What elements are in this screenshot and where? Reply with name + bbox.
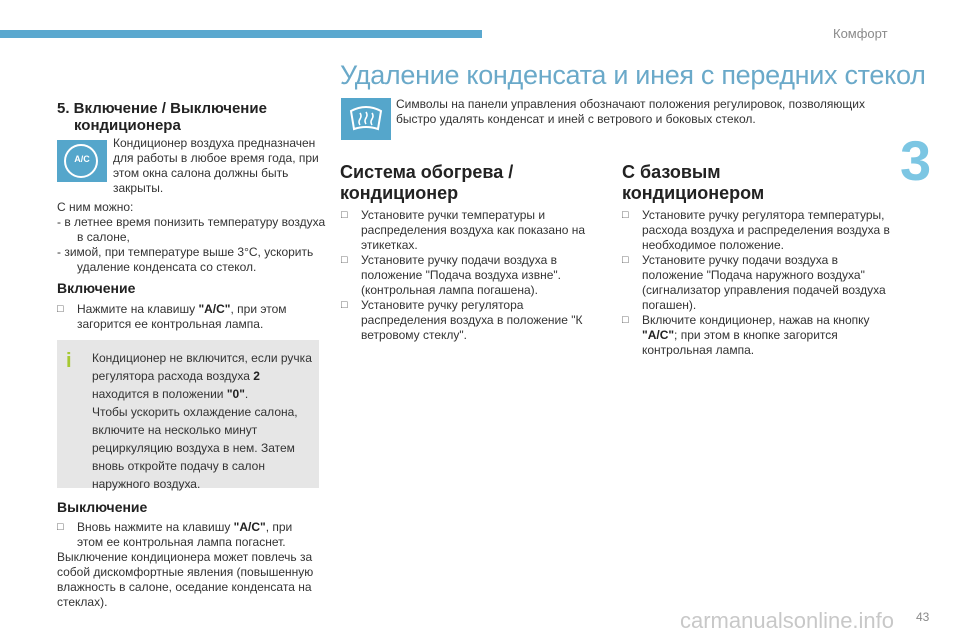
heating-system-heading [340, 162, 513, 204]
bullet-icon: □ [341, 254, 348, 266]
info-text-pre: Кондиционер не включится, если ручка регулятора расхода воздуха [92, 351, 312, 383]
ac-section-heading [57, 100, 267, 134]
ac-key-label: "A/C" [233, 520, 266, 534]
basic-ac-instructions [622, 208, 894, 358]
info-text-mid: находится в положении [92, 387, 227, 401]
list-item-text: Установите ручку подачи воздуха в положение "Подача наружного воздуха" (сигнализатор управления подачей воздуха погашен). [642, 253, 886, 312]
defrost-icon-graphic [341, 98, 391, 140]
watermark: carmanualsonline.info [680, 608, 895, 633]
page-title: Удаление конденсата и инея с передних стекол [340, 60, 926, 90]
on-heading: Включение [57, 280, 136, 296]
list-item-text: Установите ручку подачи воздуха в положение "Подача воздуха извне". (контрольная лампа погашена). [361, 253, 561, 297]
bullet-icon: □ [57, 521, 64, 533]
off-instruction [57, 520, 321, 550]
on-text-post: , при этом загорится ее контрольная лампа. [77, 302, 287, 331]
off-text-post: , при этом ее контрольная лампа погаснет. [77, 520, 293, 549]
info-text-end: . [244, 387, 249, 401]
list-item-text: Установите ручки температуры и распределения воздуха как показано на этикетках. [361, 208, 586, 252]
ac-key-label: "A/C" [198, 302, 231, 316]
heating-heading-line2: кондиционер [340, 183, 459, 203]
list-item [341, 253, 609, 298]
off-heading: Выключение [57, 499, 148, 515]
list-item-text: Установите ручку регулятора температуры, расхода воздуха и распределения воздуха в необходимое положение. [642, 208, 890, 252]
list-item [341, 208, 609, 253]
heating-instructions [341, 208, 609, 343]
symbols-description: Символы на панели управления обозначают положения регулировок, позволяющих быстро удалять конденсат и иней с ветрового и боковых стекол. [396, 97, 865, 126]
off-text-pre: Вновь нажмите на клавишу [77, 520, 234, 534]
header-bar [0, 30, 482, 38]
page-number: 43 [916, 610, 930, 624]
bullet-icon: □ [622, 314, 629, 326]
ac-heading-line1: 5. Включение / Выключение [57, 100, 267, 117]
info-text-cooling-tip: Чтобы ускорить охлаждение салона, включите на несколько минут рециркуляцию воздуха в нем. Затем вновь откройте подачу в салон наружного воздуха. [92, 405, 298, 491]
bullet-icon: □ [57, 303, 64, 315]
chapter-number: 3 [900, 129, 932, 192]
bullet-icon: □ [622, 209, 629, 221]
capability-item-winter: - зимой, при температуре выше 3°C, ускорить удаление конденсата со стекол. [57, 245, 314, 274]
list-item [622, 208, 894, 253]
basic-ac-heading-line2: кондиционером [622, 183, 765, 203]
list-item [341, 298, 609, 343]
basic-ac-heading-line1: С базовым [622, 162, 721, 182]
ac-key-label: "A/C" [642, 328, 675, 342]
ac-button-icon [57, 140, 107, 182]
info-note-box [57, 340, 319, 491]
list-item [622, 313, 894, 358]
windshield-defrost-icon [341, 98, 391, 140]
basic-ac-heading [622, 162, 764, 204]
ac-heading-line2: кондиционера [74, 117, 181, 134]
info-note-text [92, 349, 314, 493]
list-item-text-pre: Включите кондиционер, нажав на кнопку [642, 313, 870, 327]
info-zero-position: "0" [226, 387, 245, 401]
off-section [57, 520, 321, 610]
capability-item-summer: - в летнее время понизить температуру воздуха в салоне, [57, 215, 326, 244]
info-icon: i [66, 350, 72, 372]
info-knob-number: 2 [253, 369, 260, 383]
heating-heading-line1: Система обогрева / [340, 162, 514, 182]
on-instruction [57, 302, 339, 332]
list-item [622, 253, 894, 313]
section-title: Комфорт [833, 26, 888, 41]
bullet-icon: □ [622, 254, 629, 266]
on-text-pre: Нажмите на клавишу [77, 302, 199, 316]
capabilities-intro: С ним можно: [57, 200, 134, 214]
off-note: Выключение кондиционера может повлечь за собой дискомфортные явления (повышенную влажность в салоне, оседание конденсата на стеклах). [57, 550, 314, 609]
list-item-text: Установите ручку регулятора распределения воздуха в положение "К ветровому стеклу". [361, 298, 583, 342]
ac-capabilities [57, 200, 327, 275]
bullet-icon: □ [341, 209, 348, 221]
list-item-text-post: ; при этом в кнопке загорится контрольная лампа. [642, 328, 838, 357]
bullet-icon: □ [341, 299, 348, 311]
ac-icon-label: A/C [74, 154, 90, 164]
ac-description: Кондиционер воздуха предназначен для работы в любое время года, при этом окна салона должны быть закрыты. [113, 136, 319, 195]
